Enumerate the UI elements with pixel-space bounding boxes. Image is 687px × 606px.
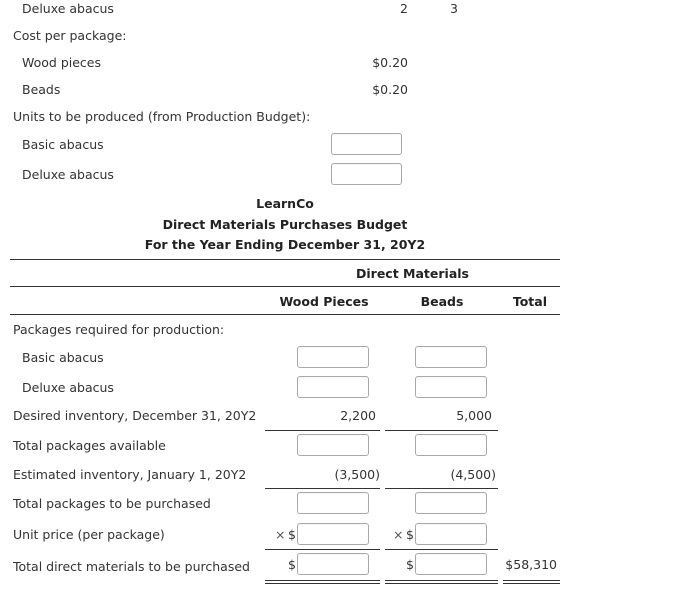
double-rule-total (503, 580, 560, 584)
total-packages-available-label: Total packages available (13, 438, 166, 453)
deluxe-units-input[interactable] (331, 163, 402, 185)
total-dm-wood-input[interactable] (297, 553, 369, 575)
estimated-inventory-beads: (4,500) (450, 467, 496, 482)
deluxe-abacus-units-label: Deluxe abacus (22, 167, 114, 182)
dollar-sign-wood-price: $ (288, 527, 296, 542)
row-deluxe-abacus-label: Deluxe abacus (22, 380, 114, 395)
dollar-sign-wood-total: $ (288, 557, 296, 572)
budget-period: For the Year Ending December 31, 20Y2 (144, 237, 426, 252)
basic-abacus-label: Basic abacus (22, 137, 104, 152)
deluxe-abacus-label: Deluxe abacus (22, 1, 114, 16)
deluxe-beads-per-unit: 3 (450, 1, 458, 16)
desired-inventory-beads: 5,000 (456, 408, 492, 423)
dollar-sign-beads-total: $ (406, 557, 414, 572)
company-name: LearnCo (256, 196, 314, 211)
basic-wood-input[interactable] (297, 346, 369, 368)
basic-beads-input[interactable] (415, 346, 487, 368)
deluxe-beads-input[interactable] (415, 376, 487, 398)
times-symbol-wood: × (275, 527, 286, 542)
desired-inventory-label: Desired inventory, December 31, 20Y2 (13, 408, 257, 423)
estimated-inventory-label: Estimated inventory, January 1, 20Y2 (13, 467, 247, 482)
total-purchased-wood-input[interactable] (297, 492, 369, 514)
deluxe-wood-input[interactable] (297, 376, 369, 398)
total-dm-total-value: $58,310 (505, 557, 557, 572)
unit-price-label: Unit price (per package) (13, 527, 165, 542)
packages-required-label: Packages required for production: (13, 322, 225, 337)
wood-cost-value: $0.20 (372, 55, 408, 70)
unit-price-wood-input[interactable] (297, 523, 369, 545)
total-available-beads-input[interactable] (415, 434, 487, 456)
double-rule-wood (265, 580, 380, 584)
basic-units-input[interactable] (331, 133, 402, 155)
total-purchased-beads-input[interactable] (415, 492, 487, 514)
purchase-rule-beads (385, 488, 498, 489)
unit-price-beads-input[interactable] (415, 523, 487, 545)
total-packages-purchased-label: Total packages to be purchased (13, 496, 211, 511)
cost-per-package-label: Cost per package: (13, 28, 127, 43)
total-rule-wood (265, 549, 380, 550)
column-header-rule (10, 314, 560, 315)
units-to-be-produced-label: Units to be produced (from Production Budget): (13, 109, 311, 124)
total-dm-beads-input[interactable] (415, 553, 487, 575)
beads-cost-value: $0.20 (372, 82, 408, 97)
total-rule-beads (385, 549, 498, 550)
total-direct-materials-label: Total direct materials to be purchased (13, 559, 250, 574)
total-available-wood-input[interactable] (297, 434, 369, 456)
desired-inventory-wood: 2,200 (340, 408, 376, 423)
direct-materials-group-header: Direct Materials (356, 266, 469, 281)
times-symbol-beads: × (393, 527, 404, 542)
col-wood-pieces: Wood Pieces (279, 294, 369, 309)
group-header-rule (10, 286, 560, 287)
row-basic-abacus-label: Basic abacus (22, 350, 104, 365)
budget-title: Direct Materials Purchases Budget (162, 217, 408, 232)
purchase-rule-wood (265, 488, 380, 489)
dollar-sign-beads-price: $ (406, 527, 414, 542)
estimated-inventory-wood: (3,500) (334, 467, 380, 482)
wood-pieces-label: Wood pieces (22, 55, 102, 70)
beads-label: Beads (22, 82, 61, 97)
header-top-rule (10, 259, 560, 260)
deluxe-wood-per-unit: 2 (400, 1, 408, 16)
double-rule-beads (385, 580, 498, 584)
subtotal-rule-beads (385, 430, 498, 431)
col-beads: Beads (420, 294, 464, 309)
col-total: Total (512, 294, 547, 309)
subtotal-rule-wood (265, 430, 380, 431)
